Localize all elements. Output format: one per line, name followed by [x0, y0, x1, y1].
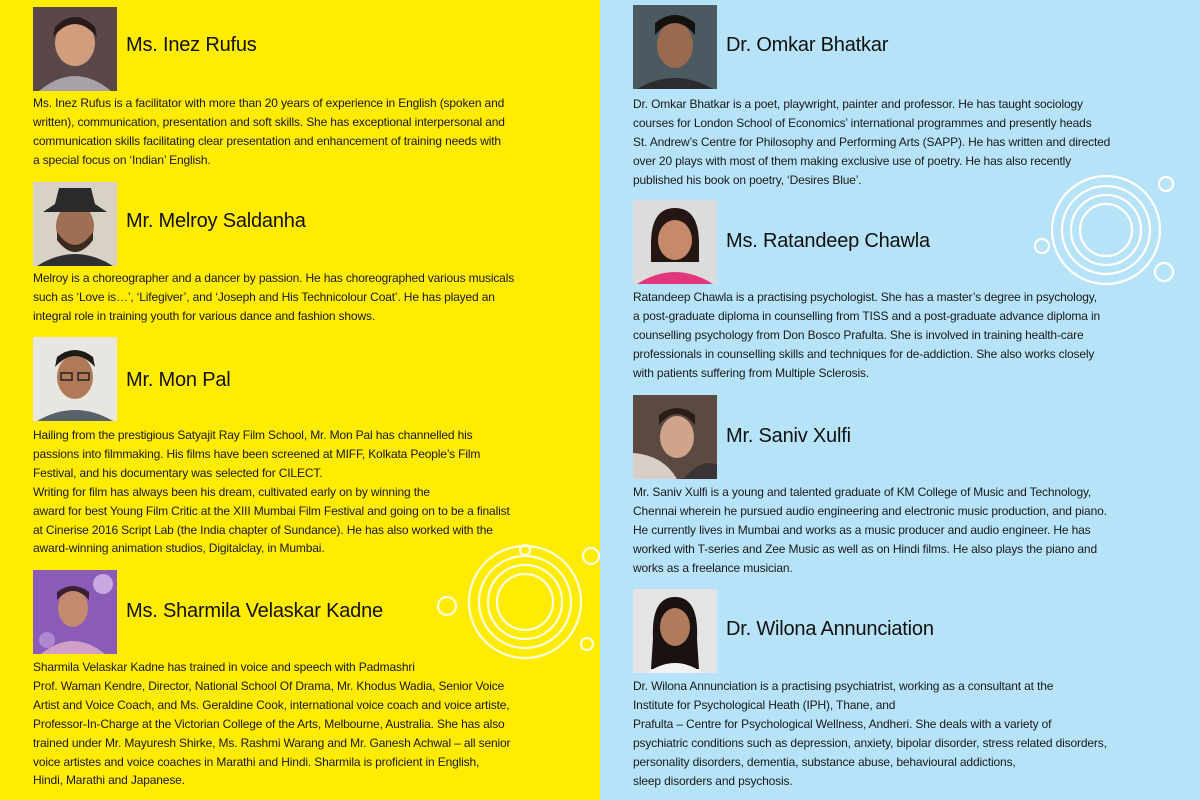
right-panel: [600, 0, 1200, 800]
bio-line: Ms. Inez Rufus is a facilitator with more than 20 years of experience in English (spoken and: [33, 96, 505, 110]
bio-line: at Cinerise 2016 Script Lab (the India chapter of Sundance). He has also worked with the: [33, 522, 493, 537]
person-bio: [633, 483, 1193, 578]
bio-line: Prof. Waman Kendre, Director, National School Of Drama, Mr. Khodus Wadia, Senior Voice: [33, 678, 505, 693]
bio-line: trained under Mr. Mayuresh Shirke, Ms. Rashmi Warang and Mr. Ganesh Achwal – all senior: [33, 735, 511, 750]
bio-line: psychiatric conditions such as depression, anxiety, bipolar disorder, stress related disorders,: [633, 735, 1107, 750]
person-name: Dr. Wilona Annunciation: [726, 618, 934, 640]
person-bio: [33, 94, 593, 170]
bio-line: Institute for Psychological Heath (IPH), Thane, and: [633, 697, 896, 712]
person-name: Ms. Inez Rufus: [126, 34, 257, 56]
woman-long-hair-portrait-icon: [633, 589, 717, 673]
bio-line: Sharmila Velaskar Kadne has trained in voice and speech with Padmashri: [33, 660, 415, 674]
bio-line: voice artistes and voice coaches in Marathi and Hindi. Sharmila is proficient in English,: [33, 754, 480, 769]
bio-line: Prafulta – Centre for Psychological Wellness, Andheri. She deals with a variety of: [633, 716, 1052, 731]
person-card: [633, 395, 1193, 578]
bio-line: Hailing from the prestigious Satyajit Ray Film School, Mr. Mon Pal has channelled his: [33, 428, 473, 442]
bio-line: award-winning animation studios, Digitalclay, in Mumbai.: [33, 541, 325, 556]
bio-line: works as a freelance musician.: [633, 560, 793, 575]
person-name: Dr. Omkar Bhatkar: [726, 34, 889, 56]
person-name: Mr. Mon Pal: [126, 369, 231, 391]
person-name: Ms. Sharmila Velaskar Kadne: [126, 600, 383, 622]
person-card: [33, 570, 593, 795]
bio-line: passions into filmmaking. His films have been screened at MIFF, Kolkata People’s Film: [33, 446, 481, 461]
person-bio: [33, 269, 593, 326]
bio-line: published his book on poetry, ‘Desires Blue’.: [633, 172, 862, 187]
bio-line: courses for London School of Economics’ international programmes and presently heads: [633, 115, 1092, 130]
bio-line: Writing for film has always been his dream, cultivated early on by winning the: [33, 484, 430, 499]
man-portrait-icon: [633, 5, 717, 89]
bio-line: over 20 plays with most of them making exclusive use of poetry. He has also recently: [633, 153, 1072, 168]
person-card: [633, 5, 1193, 190]
person-bio: [633, 95, 1193, 190]
person-bio: [633, 288, 1193, 383]
woman-purple-portrait-icon: [33, 570, 117, 654]
bio-line: professionals in counselling skills and techniques for de-addiction. She also works closely: [633, 346, 1095, 361]
person-bio: [633, 677, 1193, 790]
bio-line: Artist and Voice Coach, and Ms. Geraldine Cook, international voice coach and voice artiste,: [33, 697, 510, 712]
woman-portrait-icon: [33, 7, 117, 91]
bio-line: a post-graduate diploma in counselling from TISS and a post-graduate advance diploma in: [633, 308, 1101, 323]
man-reclining-portrait-icon: [633, 395, 717, 479]
person-card: [633, 200, 1193, 382]
man-with-hat-portrait-icon: [33, 182, 117, 266]
bio-line: Festival, and his documentary was selected for CILECT.: [33, 465, 323, 480]
bio-line: Dr. Omkar Bhatkar is a poet, playwright, painter and professor. He has taught sociology: [633, 97, 1083, 111]
bio-line: award for best Young Film Critic at the XIII Mumbai Film Festival and going on to be a finalist: [33, 503, 510, 518]
bio-line: personality disorders, dementia, substance abuse, behavioural addictions,: [633, 754, 1016, 769]
woman-smiling-portrait-icon: [633, 200, 717, 284]
person-name: Ms. Ratandeep Chawla: [726, 230, 930, 252]
man-with-glasses-portrait-icon: [33, 337, 117, 421]
bio-line: a special focus on ‘Indian’ English.: [33, 152, 211, 167]
bio-line: with patients suffering from Multiple Sclerosis.: [633, 365, 870, 380]
bio-line: Chennai wherein he pursued audio engineering and electronic music production, and piano.: [633, 503, 1107, 518]
bio-line: counselling psychology from Don Bosco Prafulta. She is involved in training health-care: [633, 327, 1084, 342]
bio-line: He currently lives in Mumbai and works as a music producer and audio engineer. He has: [633, 522, 1091, 537]
bio-line: Mr. Saniv Xulfi is a young and talented graduate of KM College of Music and Technology,: [633, 485, 1092, 499]
bio-line: integral role in training youth for various dance and fashion shows.: [33, 308, 376, 323]
bio-line: written), communication, presentation and soft skills. She has exceptional interpersonal and: [33, 114, 505, 129]
bio-line: communication skills facilitating clear presentation and enhancement of training needs with: [33, 133, 501, 148]
bio-line: St. Andrew’s Centre for Philosophy and Performing Arts (SAPP). He has written and directed: [633, 134, 1111, 149]
bio-line: Melroy is a choreographer and a dancer by passion. He has choreographed various musicals: [33, 271, 515, 285]
person-name: Mr. Saniv Xulfi: [726, 425, 851, 447]
bio-line: sleep disorders and psychosis.: [633, 773, 793, 788]
bio-line: Dr. Wilona Annunciation is a practising psychiatrist, working as a consultant at the: [633, 679, 1054, 693]
bio-line: Professor-In-Charge at the Victorian College of the Arts, Melbourne, Australia. She has also: [33, 716, 505, 731]
bio-line: worked with T-series and Zee Music as well as on Hindi films. He also plays the piano and: [633, 541, 1097, 556]
bio-line: Ratandeep Chawla is a practising psychologist. She has a master’s degree in psychology,: [633, 290, 1097, 304]
bio-line: such as ‘Love is…’, ‘Lifegiver’, and ‘Joseph and His Technicolour Coat’. He has played an: [33, 289, 495, 304]
bio-line: Hindi, Marathi and Japanese.: [33, 773, 185, 788]
person-name: Mr. Melroy Saldanha: [126, 210, 306, 232]
person-card: [33, 337, 593, 559]
person-card: [33, 7, 593, 167]
person-card: [33, 182, 593, 327]
person-bio: [33, 658, 593, 790]
person-bio: [33, 426, 593, 558]
person-card: [633, 589, 1193, 794]
